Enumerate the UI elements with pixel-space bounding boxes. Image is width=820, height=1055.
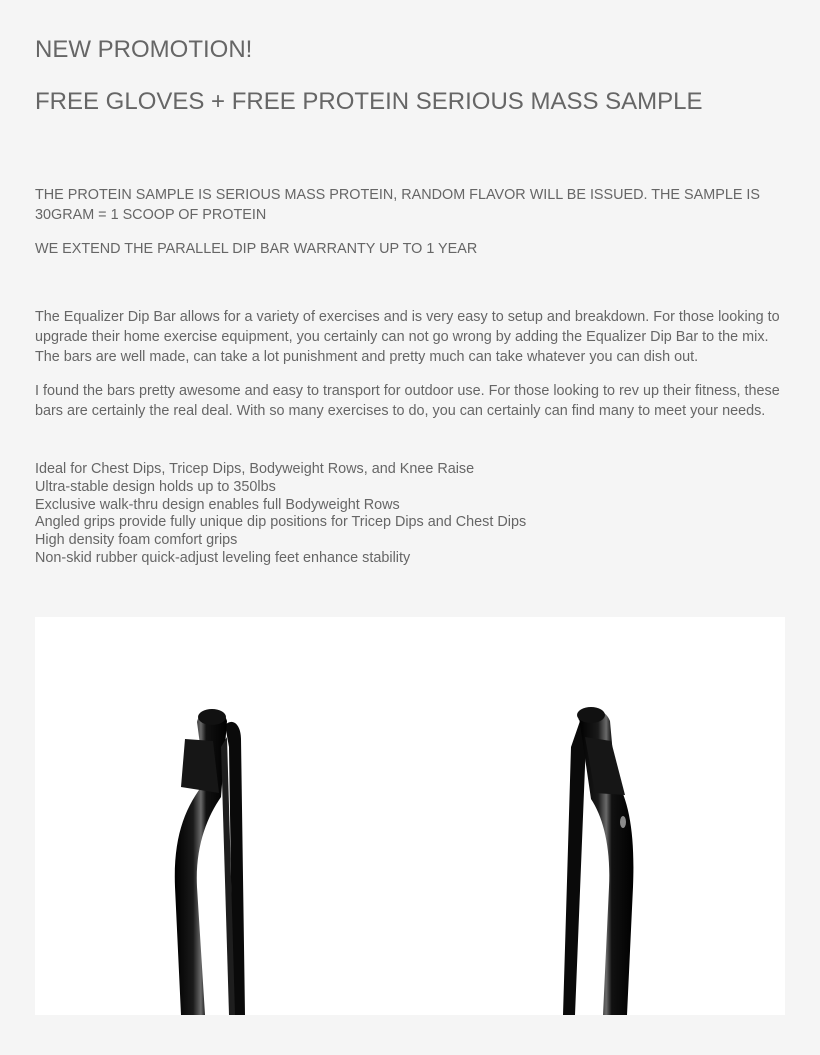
product-image xyxy=(35,617,785,1015)
feature-item: Non-skid rubber quick-adjust leveling feet enhance stability xyxy=(35,549,411,566)
right-dip-bar xyxy=(563,707,633,1015)
warranty-notice: WE EXTEND THE PARALLEL DIP BAR WARRANTY UP TO 1 YEAR xyxy=(35,241,478,257)
promo-heading: NEW PROMOTION! xyxy=(35,36,253,63)
feature-item: Ideal for Chest Dips, Tricep Dips, Bodyweight Rows, and Knee Raise xyxy=(35,461,475,477)
promo-offer-heading: FREE GLOVES + FREE PROTEIN SERIOUS MASS SAMPLE xyxy=(35,88,703,115)
feature-list xyxy=(35,461,526,568)
feature-item: Ultra-stable design holds up to 350lbs xyxy=(35,478,276,495)
dip-bars-illustration xyxy=(35,617,785,1015)
sample-notice: THE PROTEIN SAMPLE IS SERIOUS MASS PROTEIN, RANDOM FLAVOR WILL BE ISSUED. THE SAMPLE IS 30GRAM = 1 SCOOP OF PROTEIN xyxy=(35,187,761,223)
feature-item: Exclusive walk-thru design enables full Bodyweight Rows xyxy=(35,496,400,513)
left-dip-bar xyxy=(175,709,245,1015)
description-paragraph: The Equalizer Dip Bar allows for a variety of exercises and is very easy to setup and breakdown. For those looking to upgrade their home exercise equipment, you certainly can not go wrong by adding the Equalizer Dip Bar to the mix. The bars are well made, can take a lot punishment and pretty much can take whatever you can dish out. xyxy=(35,309,780,365)
description-paragraph: I found the bars pretty awesome and easy to transport for outdoor use. For those looking to rev up their fitness, these bars are certainly the real deal. With so many exercises to do, you can certainly can find many to meet your needs. xyxy=(35,383,780,419)
feature-item: Angled grips provide fully unique dip positions for Tricep Dips and Chest Dips xyxy=(35,514,527,531)
feature-item: High density foam comfort grips xyxy=(35,532,238,549)
